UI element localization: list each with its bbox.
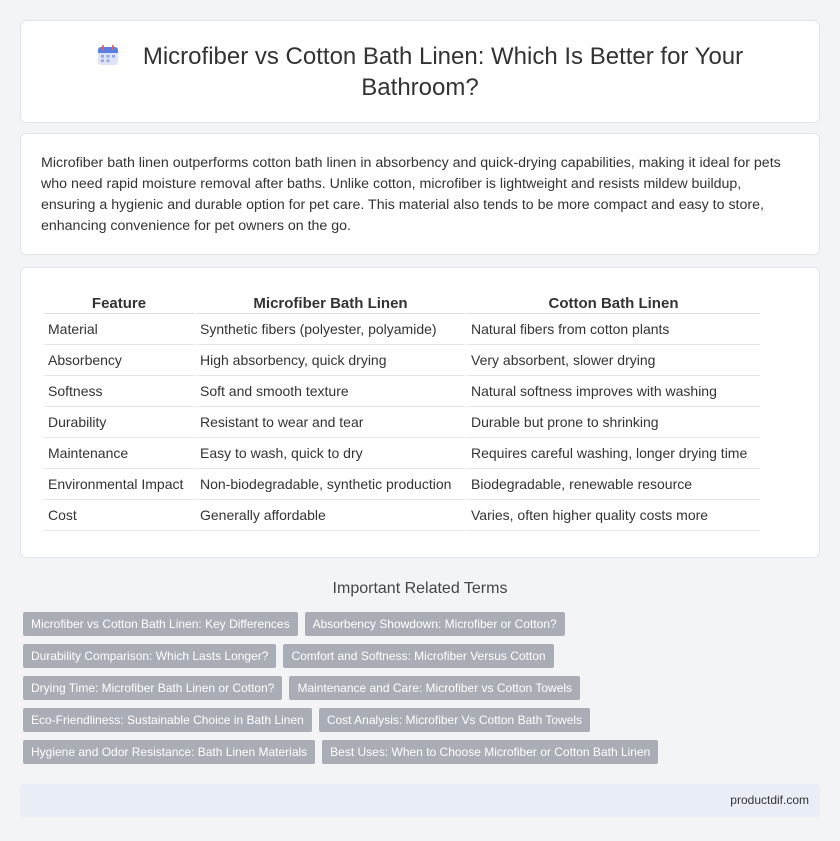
feature-cell: Absorbency [44,345,194,376]
related-terms-title: Important Related Terms [332,580,508,597]
related-term-tag[interactable]: Comfort and Softness: Microfiber Versus Cotton [283,644,553,668]
comparison-table [42,290,762,531]
title-card [20,20,820,123]
table-row [44,469,760,500]
header-microfiber: Microfiber Bath Linen [196,290,465,314]
related-term-tag[interactable]: Best Uses: When to Choose Microfiber or Cotton Bath Linen [322,740,658,764]
summary-card [20,133,820,255]
feature-cell: Cost [44,500,194,531]
microfiber-cell: Synthetic fibers (polyester, polyamide) [196,314,465,345]
feature-cell: Durability [44,407,194,438]
related-term-tag[interactable]: Hygiene and Odor Resistance: Bath Linen Materials [23,740,315,764]
microfiber-cell: Soft and smooth texture [196,376,465,407]
table-row [44,345,760,376]
table-row [44,500,760,531]
header-feature: Feature [44,290,194,314]
related-term-tag[interactable]: Microfiber vs Cotton Bath Linen: Key Differences [23,612,298,636]
cotton-cell: Varies, often higher quality costs more [467,500,760,531]
table-row [44,407,760,438]
calendar-icon [97,44,119,66]
microfiber-cell: Generally affordable [196,500,465,531]
footer-site-link[interactable]: productdif.com [730,793,809,807]
microfiber-cell: Non-biodegradable, synthetic production [196,469,465,500]
page-title-wrap [61,41,779,103]
table-row [44,438,760,469]
microfiber-cell: Easy to wash, quick to dry [196,438,465,469]
feature-cell: Material [44,314,194,345]
table-row [44,376,760,407]
page-title: Microfiber vs Cotton Bath Linen: Which Is Better for Your Bathroom? [142,42,744,101]
cotton-cell: Durable but prone to shrinking [467,407,760,438]
related-term-tag[interactable]: Drying Time: Microfiber Bath Linen or Cotton? [23,676,282,700]
feature-cell: Softness [44,376,194,407]
cotton-cell: Natural softness improves with washing [467,376,760,407]
feature-cell: Maintenance [44,438,194,469]
cotton-cell: Requires careful washing, longer drying time [467,438,760,469]
related-terms-list [20,612,820,764]
summary-text: Microfiber bath linen outperforms cotton bath linen in absorbency and quick-drying capabilities, making it ideal for pets who need rapid moisture removal after baths. Unlike cotton, microfiber is lightweight and resists mildew buildup, ensuring a hygienic and durable option for pet care. This material also tends to be more compact and easy to store, enhancing convenience for pet owners on the go. [41,155,781,234]
cotton-cell: Natural fibers from cotton plants [467,314,760,345]
comparison-card [20,267,820,558]
related-term-tag[interactable]: Durability Comparison: Which Lasts Longer? [23,644,276,668]
related-term-tag[interactable]: Maintenance and Care: Microfiber vs Cotton Towels [289,676,580,700]
footer [20,784,820,817]
feature-cell: Environmental Impact [44,469,194,500]
microfiber-cell: Resistant to wear and tear [196,407,465,438]
cotton-cell: Very absorbent, slower drying [467,345,760,376]
related-term-tag[interactable]: Cost Analysis: Microfiber Vs Cotton Bath Towels [319,708,590,732]
header-cotton: Cotton Bath Linen [467,290,760,314]
microfiber-cell: High absorbency, quick drying [196,345,465,376]
table-header-row [44,290,760,314]
table-row [44,314,760,345]
cotton-cell: Biodegradable, renewable resource [467,469,760,500]
related-term-tag[interactable]: Absorbency Showdown: Microfiber or Cotton? [305,612,565,636]
related-term-tag[interactable]: Eco-Friendliness: Sustainable Choice in Bath Linen [23,708,312,732]
